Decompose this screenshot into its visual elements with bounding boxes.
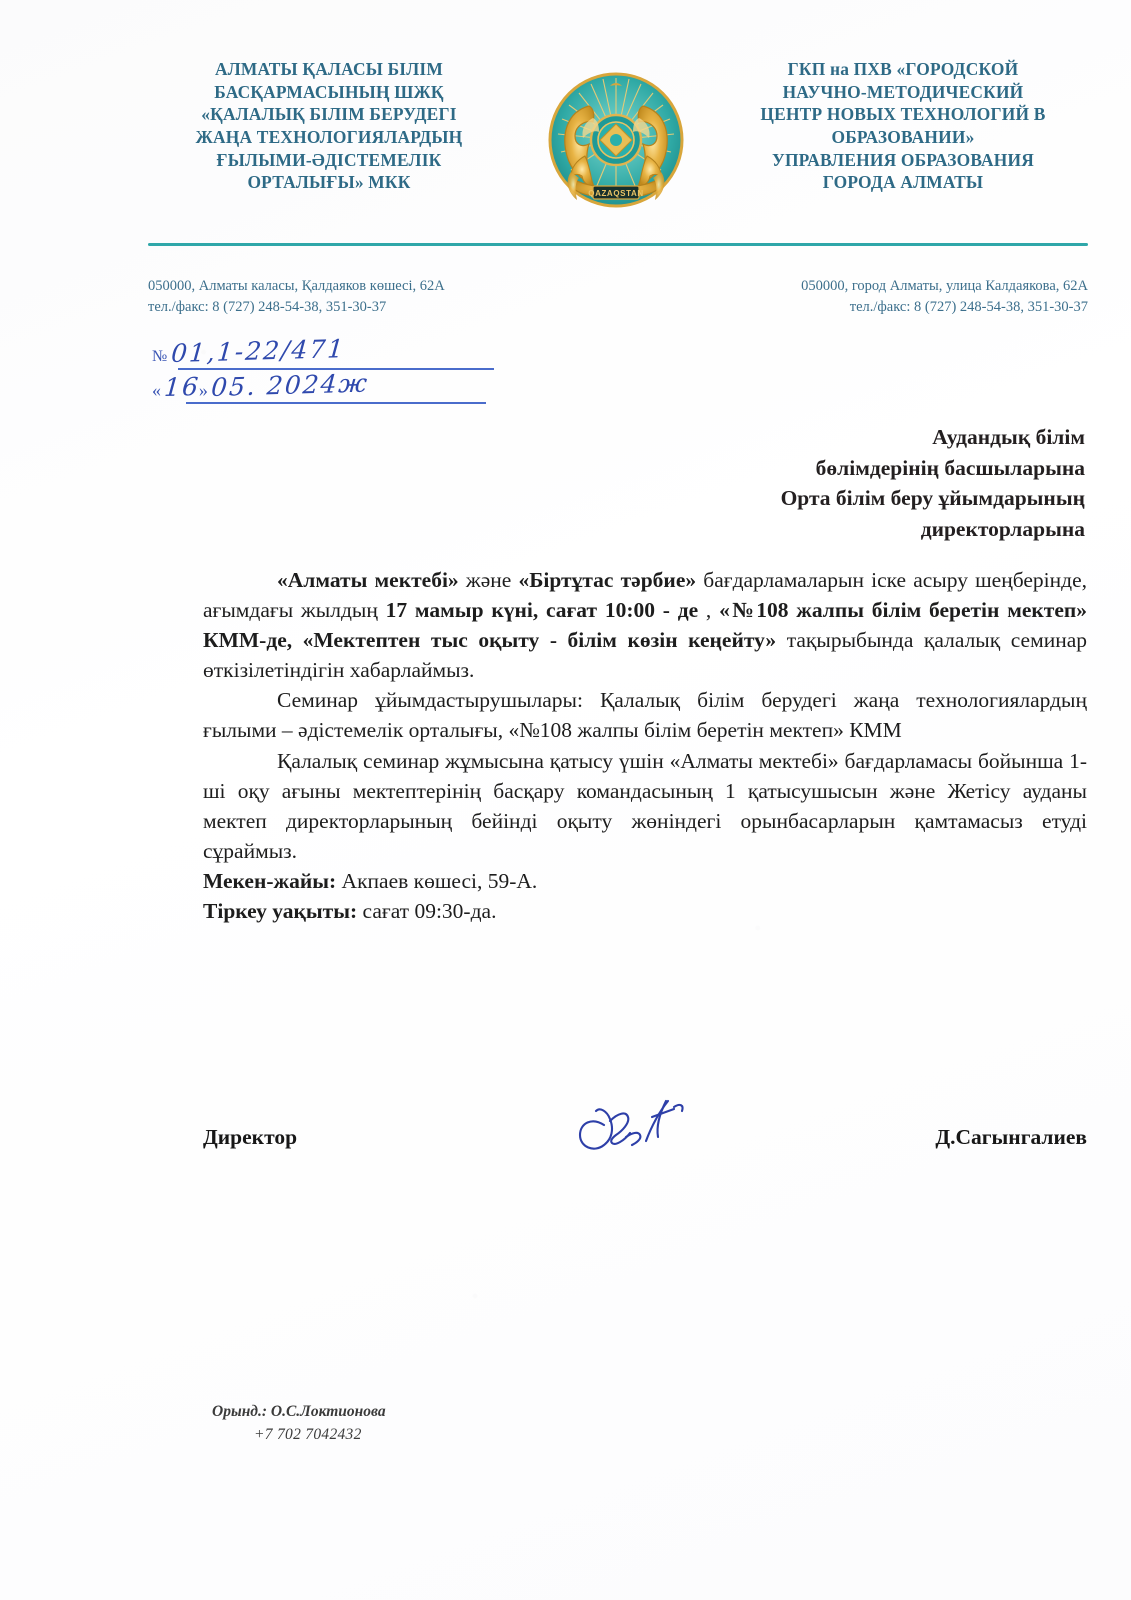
contact-kz-address: 050000, Алматы каласы, Қалдаяков көшесі, 62А <box>148 278 445 294</box>
registration-date-row <box>152 370 532 404</box>
date-close-quote: » <box>198 380 208 400</box>
signer-name: Д.Сагынгалиев <box>935 1125 1087 1149</box>
addressee-line-3: Орта білім беру ұйымдарының <box>780 486 1085 511</box>
kazakhstan-coat-of-arms-icon <box>541 60 691 220</box>
org-kz-line-2: БАСҚАРМАСЫНЫҢ ШЖҚ <box>214 81 444 102</box>
signature-block <box>203 1125 1087 1150</box>
body-paragraph-2: Семинар ұйымдастырушылары: Қалалық білім берудегі жаңа технологиялардың ғылыми – әдістемелік орталығы, «№108 жалпы білім беретін мектеп» КММ <box>203 688 1087 743</box>
executor-phone: +7 702 7042432 <box>254 1426 362 1444</box>
addressee-line-4: директорларына <box>920 516 1085 541</box>
signer-title: Директор <box>203 1125 298 1149</box>
registration-time-key: Тіркеу уақыты: <box>203 899 358 924</box>
contact-kz-phone: тел./факс: 8 (727) 248-54-38, 351-30-37 <box>148 299 387 316</box>
registration-time-value: сағат 09:30-да. <box>357 899 497 924</box>
addressee-line-2: бөлімдерінің басшыларына <box>815 455 1085 480</box>
addressee-line-1: Аудандық білім <box>932 425 1085 449</box>
contact-russian <box>801 276 1088 318</box>
contact-details-row <box>148 276 1088 318</box>
body-p1-text-2: бағдарламаларын іске асыру шеңберінде, ағымдағы жылдың <box>203 568 1088 623</box>
org-ru-line-4: ОБРАЗОВАНИИ» <box>831 126 975 147</box>
addressee-block <box>565 422 1085 544</box>
registration-block <box>152 336 532 404</box>
registration-date-rest: 05. 2024ж <box>209 368 370 402</box>
org-name-russian <box>714 58 1092 194</box>
emblem-country-label: QAZAQSTAN <box>588 189 644 198</box>
date-open-quote: « <box>152 380 161 400</box>
org-ru-line-5: УПРАВЛЕНИЯ ОБРАЗОВАНИЯ <box>771 149 1035 170</box>
org-ru-line-3: ЦЕНТР НОВЫХ ТЕХНОЛОГИЙ В <box>760 104 1046 125</box>
letter-body <box>203 565 1087 926</box>
org-ru-line-1: ГКП на ПХВ «ГОРОДСКОЙ <box>787 59 1019 79</box>
body-p1-text-1: және <box>458 568 519 592</box>
body-p1-text-3: , <box>698 598 720 623</box>
emblem-container <box>536 58 696 220</box>
event-venue-and-topic: «№108 жалпы білім беретін мектеп» КММ-де, «Мектептен тыс оқыту - білім көзін кеңейту» <box>203 598 1088 653</box>
org-kz-line-4: ЖАҢА ТЕХНОЛОГИЯЛАРДЫҢ <box>195 126 463 147</box>
registration-date-underline <box>186 402 486 404</box>
program-name-2: «Біртұтас тәрбие» <box>518 568 697 592</box>
org-kz-line-1: АЛМАТЫ ҚАЛАСЫ БІЛІМ <box>215 59 443 79</box>
org-kz-line-6: ОРТАЛЫҒЫ» МКК <box>247 172 411 193</box>
org-ru-line-2: НАУЧНО-МЕТОДИЧЕСКИЙ <box>782 81 1024 102</box>
body-paragraph-3: Қалалық семинар жұмысына қатысу үшін «Алматы мектебі» бағдарламасы бойынша 1-ші оқу ағыны мектептерінің басқару командасының 1 қатысушысын және Жетісу ауданы мектеп директорларының бейінді оқыту жөніндегі орынбасарларын қамтамасыз етуді сұраймыз. <box>203 748 1087 863</box>
letterhead <box>140 58 1092 220</box>
org-kz-line-5: ҒЫЛЫМИ-ӘДІСТЕМЕЛІК <box>216 149 442 170</box>
header-divider-rule <box>148 243 1088 246</box>
org-kz-line-3: «ҚАЛАЛЫҚ БІЛІМ БЕРУДЕГІ <box>201 104 457 125</box>
org-name-kazakh <box>140 58 518 194</box>
registration-date-day: 16 <box>163 371 202 402</box>
org-ru-line-6: ГОРОДА АЛМАТЫ <box>822 172 984 193</box>
body-paragraph-1 <box>203 565 1087 685</box>
contact-kazakh <box>148 276 445 318</box>
executor-name: Орынд.: О.С.Локтионова <box>212 1403 386 1420</box>
venue-address-key: Мекен-жайы: <box>203 868 337 893</box>
executor-block <box>212 1400 386 1447</box>
program-name-1: «Алматы мектебі» <box>277 568 459 592</box>
venue-address-line <box>203 866 1087 896</box>
body-p1-text-4: тақырыбында қалалық семинар өткізілетіндігін хабарлаймыз. <box>203 628 1087 683</box>
contact-ru-phone: тел./факс: 8 (727) 248-54-38, 351-30-37 <box>849 299 1088 316</box>
registration-time-line <box>203 896 1087 926</box>
registration-number-row <box>152 336 532 370</box>
contact-ru-address: 050000, город Алматы, улица Калдаякова, 62А <box>801 278 1088 294</box>
venue-address-value: Акпаев көшесі, 59-А. <box>336 868 538 893</box>
event-datetime: 17 мамыр күні, сағат 10:00 - де <box>385 598 699 623</box>
registration-number-handwritten: 01,1-22/471 <box>170 334 347 368</box>
number-symbol-label: № <box>152 348 168 365</box>
